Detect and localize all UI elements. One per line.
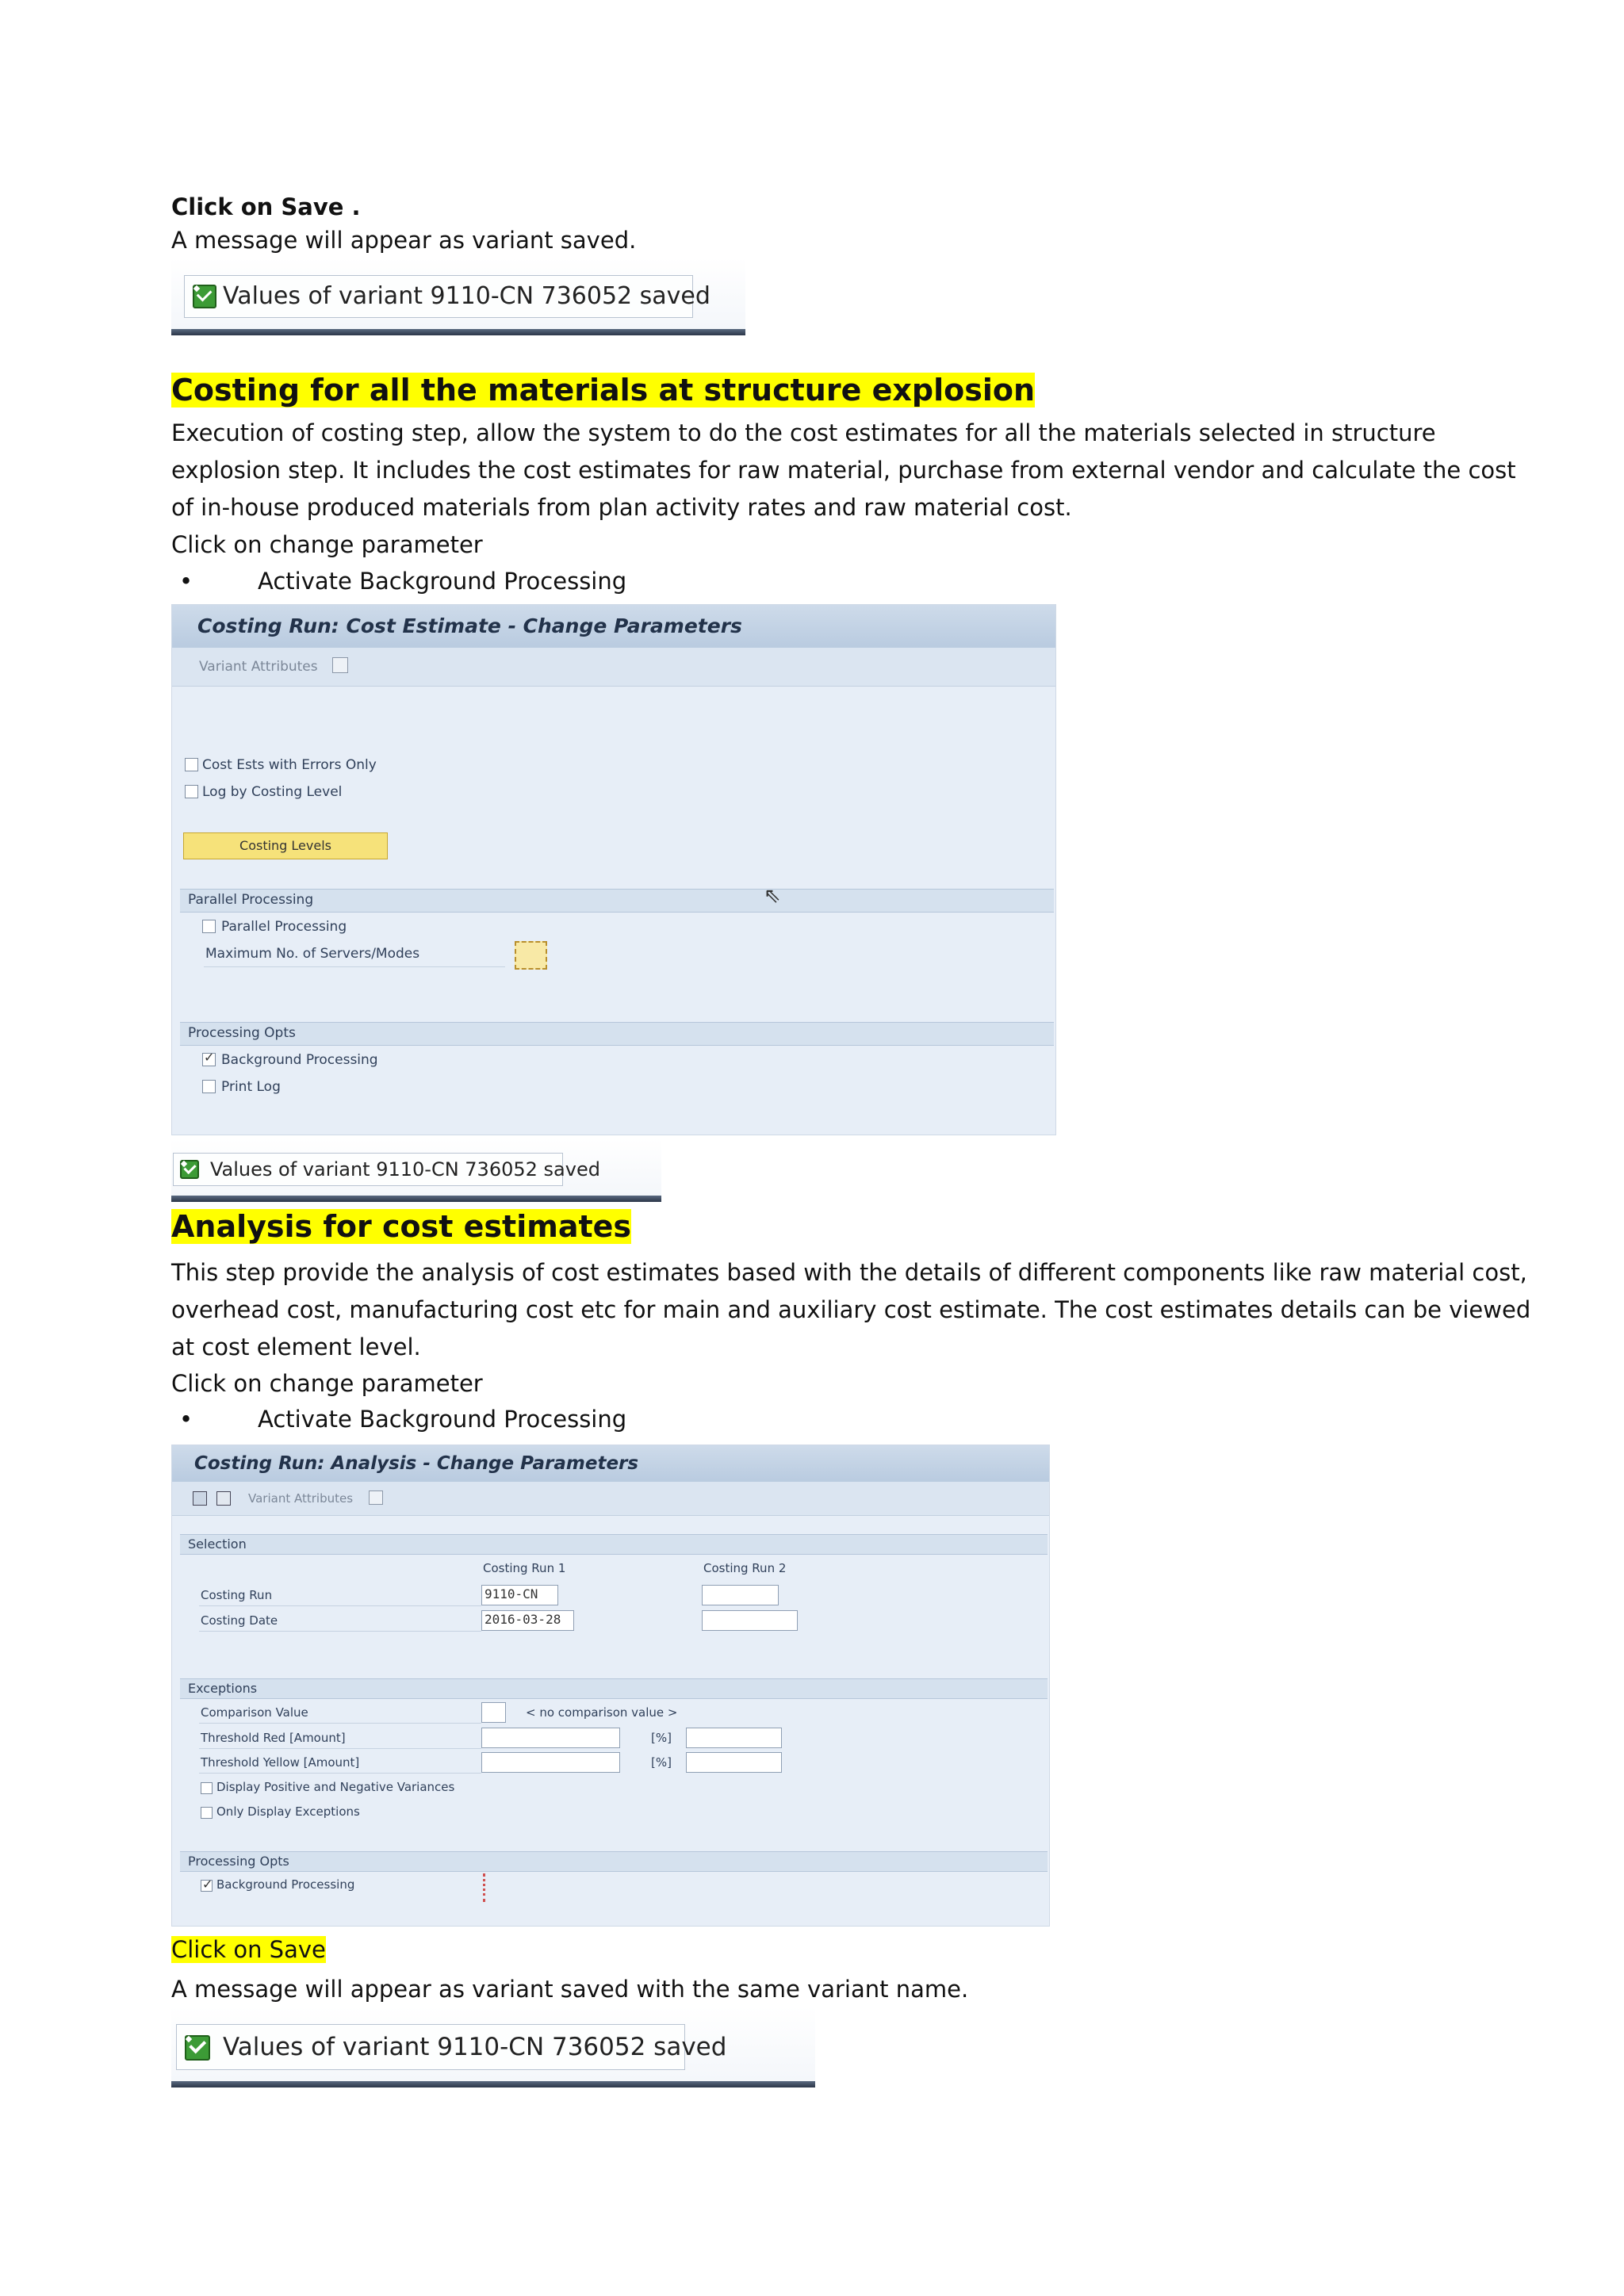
green-checkmark-icon: [185, 2035, 210, 2061]
group-title: Exceptions: [188, 1681, 258, 1696]
message-description: A message will appear as variant saved with the same variant name.: [171, 1976, 969, 2003]
status-bar-2: [171, 1138, 661, 1202]
threshold-red-amount-input[interactable]: [481, 1728, 620, 1748]
checkbox-log-by-level[interactable]: [185, 785, 198, 798]
section-heading-analysis: Analysis for cost estimates: [171, 1209, 632, 1244]
threshold-red-percent-input[interactable]: [686, 1728, 782, 1748]
status-message-text: Values of variant 9110-CN 736052 saved: [223, 2033, 727, 2061]
cursor-marker: [483, 1873, 488, 1902]
checkbox-display-variances-label: Display Positive and Negative Variances: [216, 1780, 455, 1794]
row-label-costing-run: Costing Run: [201, 1588, 273, 1602]
checkbox-errors-only-label: Cost Ests with Errors Only: [202, 757, 377, 773]
comparison-value-input[interactable]: [481, 1702, 506, 1723]
checkbox-errors-only[interactable]: [185, 758, 198, 771]
group-selection: [180, 1534, 1048, 1555]
mouse-cursor-icon: ⇖: [764, 884, 781, 908]
checkbox-display-variances[interactable]: [201, 1782, 213, 1794]
paragraph-line: overhead cost, manufacturing cost etc for main and auxiliary cost estimate. The cost estimates details can be viewed: [171, 1296, 1531, 1323]
status-bar-1: [171, 258, 745, 335]
status-message-text: Values of variant 9110-CN 736052 saved: [223, 282, 710, 310]
field-underline: [199, 1748, 481, 1749]
checkbox-log-by-level-label: Log by Costing Level: [202, 784, 343, 800]
paragraph-line: at cost element level.: [171, 1334, 421, 1360]
paragraph-line: This step provide the analysis of cost estimates based with the details of different components like raw material cost,: [171, 1259, 1527, 1286]
group-processing-opts: [180, 1851, 1048, 1872]
screen-title: Costing Run: Cost Estimate - Change Parameters: [172, 605, 1055, 648]
field-underline: [199, 1631, 481, 1632]
status-message-text: Values of variant 9110-CN 736052 saved: [210, 1158, 600, 1181]
costing-date-1-input[interactable]: 2016-03-28: [481, 1610, 574, 1631]
checkbox-print-log[interactable]: [202, 1080, 216, 1093]
threshold-red-label: Threshold Red [Amount]: [201, 1731, 346, 1745]
sap-screen-cost-estimate: [171, 604, 1056, 1135]
get-variant-icon[interactable]: [216, 1491, 231, 1506]
checkbox-parallel-processing[interactable]: [202, 920, 216, 933]
bullet-item: Activate Background Processing: [258, 568, 627, 595]
group-title: Selection: [188, 1536, 247, 1552]
group-title: Processing Opts: [188, 1854, 289, 1869]
checkbox-background-processing[interactable]: [202, 1053, 216, 1066]
screen-title: Costing Run: Analysis - Change Parameters: [172, 1445, 1049, 1482]
costing-date-2-input[interactable]: [702, 1610, 798, 1631]
percent-unit: [%]: [651, 1755, 672, 1770]
checkbox-print-log-label: Print Log: [221, 1079, 281, 1095]
paragraph-line: of in-house produced materials from plan activity rates and raw material cost.: [171, 494, 1072, 521]
sap-screen-analysis: [171, 1445, 1050, 1927]
paragraph-line: Execution of costing step, allow the system to do the cost estimates for all the materials selected in structure: [171, 419, 1436, 446]
status-bar-3: [171, 2007, 815, 2087]
field-underline: [199, 1773, 481, 1774]
threshold-yellow-percent-input[interactable]: [686, 1752, 782, 1773]
group-parallel-processing: [180, 889, 1054, 913]
variant-attributes-icon[interactable]: [369, 1490, 383, 1505]
status-message-box: [176, 2024, 727, 2070]
click-change-parameter: Click on change parameter: [171, 531, 483, 558]
column-header-run2: Costing Run 2: [703, 1561, 787, 1575]
max-servers-input[interactable]: [515, 941, 547, 970]
bullet-mark: •: [179, 1406, 193, 1433]
click-change-parameter: Click on change parameter: [171, 1370, 483, 1397]
max-servers-label: Maximum No. of Servers/Modes: [205, 946, 420, 962]
checkbox-only-exceptions[interactable]: [201, 1807, 213, 1819]
section-heading-costing: Costing for all the materials at structure explosion: [171, 373, 1036, 408]
field-underline: [199, 1605, 481, 1606]
costing-levels-button[interactable]: Costing Levels: [183, 832, 388, 859]
green-checkmark-icon: [180, 1160, 199, 1179]
row-label-costing-date: Costing Date: [201, 1613, 278, 1628]
green-checkmark-icon: [193, 285, 216, 308]
field-underline: [204, 966, 505, 967]
variant-attributes-icon[interactable]: [332, 657, 348, 673]
status-message-box: [173, 1153, 600, 1186]
no-comparison-value-text: < no comparison value >: [526, 1705, 678, 1720]
threshold-yellow-amount-input[interactable]: [481, 1752, 620, 1773]
costing-run-2-input[interactable]: [702, 1585, 779, 1605]
paragraph-line: explosion step. It includes the cost estimates for raw material, purchase from external vendor and calculate the cost: [171, 457, 1516, 484]
status-message-box: [184, 275, 710, 318]
checkbox-only-exceptions-label: Only Display Exceptions: [216, 1804, 360, 1819]
variant-attributes-link[interactable]: Variant Attributes: [248, 1491, 354, 1506]
group-exceptions: [180, 1678, 1048, 1699]
application-toolbar: [172, 1482, 1049, 1516]
bullet-item: Activate Background Processing: [258, 1406, 627, 1433]
group-processing-opts: [180, 1022, 1054, 1046]
application-toolbar: [172, 648, 1055, 687]
click-save-instruction: Click on Save: [171, 1936, 326, 1963]
checkbox-background-processing[interactable]: [201, 1880, 213, 1892]
variant-attributes-link[interactable]: Variant Attributes: [199, 659, 318, 675]
save-icon[interactable]: [193, 1491, 207, 1506]
column-header-run1: Costing Run 1: [483, 1561, 566, 1575]
comparison-value-label: Comparison Value: [201, 1705, 308, 1720]
field-underline: [199, 1723, 481, 1724]
checkbox-parallel-processing-label: Parallel Processing: [221, 919, 347, 935]
threshold-yellow-label: Threshold Yellow [Amount]: [201, 1755, 360, 1770]
group-title: Processing Opts: [188, 1025, 296, 1041]
checkbox-background-processing-label: Background Processing: [221, 1052, 378, 1068]
bullet-mark: •: [179, 568, 193, 595]
group-title: Parallel Processing: [188, 892, 314, 908]
click-save-instruction: Click on Save .: [171, 193, 361, 220]
checkbox-background-processing-label: Background Processing: [216, 1877, 355, 1892]
message-description: A message will appear as variant saved.: [171, 227, 637, 254]
percent-unit: [%]: [651, 1731, 672, 1745]
costing-run-1-input[interactable]: 9110-CN: [481, 1585, 558, 1605]
